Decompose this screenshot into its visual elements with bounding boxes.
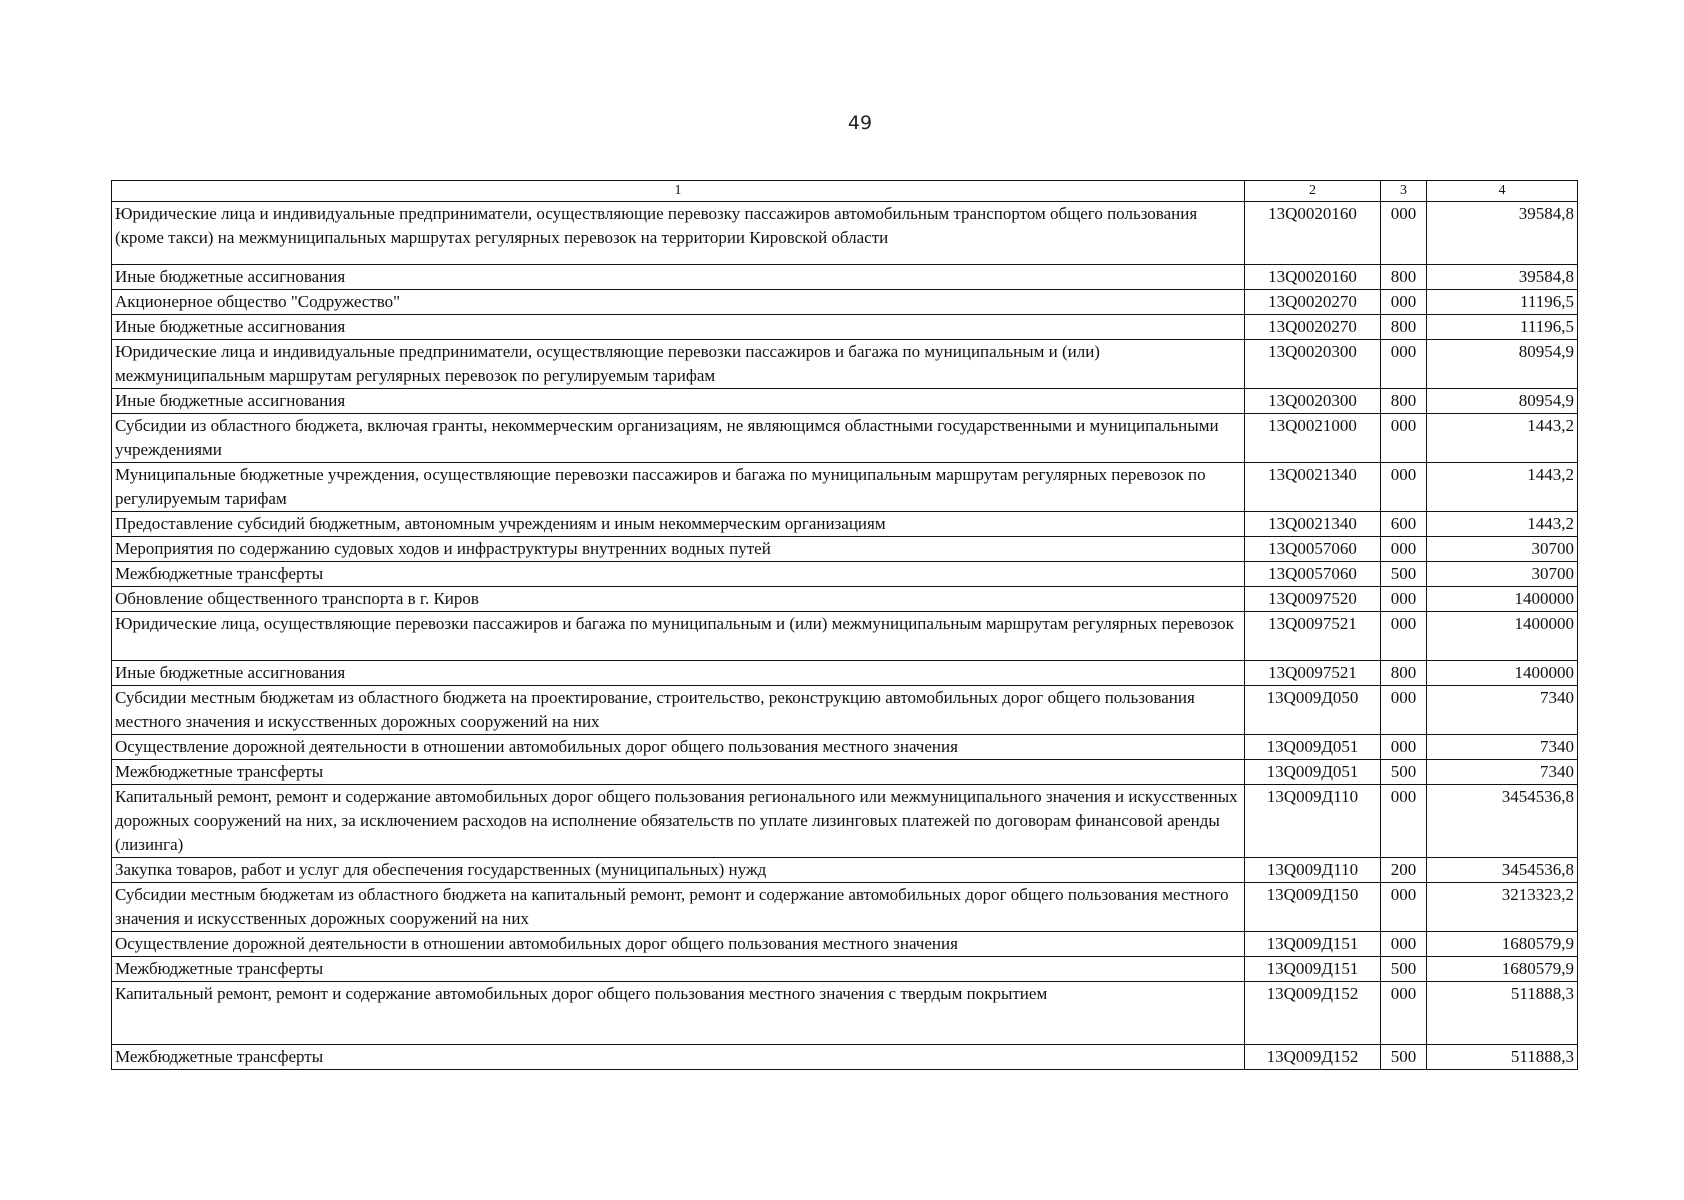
row-name-cell: Субсидии местным бюджетам из областного бюджета на капитальный ремонт, ремонт и содержание автомобильных дорог общего пользования местного значения и искусственных дорожных сооружений на них bbox=[112, 883, 1245, 932]
row-name-cell: Межбюджетные трансферты bbox=[112, 562, 1245, 587]
row-type-cell: 500 bbox=[1381, 562, 1427, 587]
row-amount-cell: 80954,9 bbox=[1427, 389, 1578, 414]
row-name-cell: Осуществление дорожной деятельности в отношении автомобильных дорог общего пользования местного значения bbox=[112, 932, 1245, 957]
row-type-cell: 000 bbox=[1381, 463, 1427, 512]
table-row bbox=[112, 883, 1578, 932]
row-name-cell: Иные бюджетные ассигнования bbox=[112, 265, 1245, 290]
row-code-cell: 13Q009Д151 bbox=[1245, 932, 1381, 957]
row-amount-cell: 7340 bbox=[1427, 735, 1578, 760]
row-amount-cell: 1680579,9 bbox=[1427, 957, 1578, 982]
row-amount-cell: 1443,2 bbox=[1427, 463, 1578, 512]
table-header-row bbox=[112, 181, 1578, 202]
row-amount-cell: 3454536,8 bbox=[1427, 785, 1578, 858]
table-row bbox=[112, 612, 1578, 661]
row-type-cell: 000 bbox=[1381, 414, 1427, 463]
row-name-cell: Акционерное общество "Содружество" bbox=[112, 290, 1245, 315]
table-row bbox=[112, 735, 1578, 760]
budget-table bbox=[111, 180, 1578, 1070]
row-name-cell: Мероприятия по содержанию судовых ходов и инфраструктуры внутренних водных путей bbox=[112, 537, 1245, 562]
column-header-3: 3 bbox=[1381, 181, 1427, 202]
row-type-cell: 500 bbox=[1381, 957, 1427, 982]
row-code-cell: 13Q009Д051 bbox=[1245, 735, 1381, 760]
row-type-cell: 500 bbox=[1381, 1045, 1427, 1070]
row-code-cell: 13Q009Д151 bbox=[1245, 957, 1381, 982]
row-name-cell: Закупка товаров, работ и услуг для обеспечения государственных (муниципальных) нужд bbox=[112, 858, 1245, 883]
row-code-cell: 13Q0020160 bbox=[1245, 265, 1381, 290]
row-name-cell: Юридические лица, осуществляющие перевозки пассажиров и багажа по муниципальным и (или) межмуниципальным маршрутам регулярных перевозок bbox=[112, 612, 1245, 661]
column-header-1: 1 bbox=[112, 181, 1245, 202]
row-type-cell: 800 bbox=[1381, 389, 1427, 414]
table-row bbox=[112, 463, 1578, 512]
row-code-cell: 13Q0020160 bbox=[1245, 202, 1381, 265]
row-type-cell: 000 bbox=[1381, 290, 1427, 315]
table-row bbox=[112, 315, 1578, 340]
column-header-2: 2 bbox=[1245, 181, 1381, 202]
row-code-cell: 13Q009Д110 bbox=[1245, 785, 1381, 858]
table-row bbox=[112, 982, 1578, 1045]
row-name-cell: Обновление общественного транспорта в г. Киров bbox=[112, 587, 1245, 612]
row-code-cell: 13Q009Д152 bbox=[1245, 1045, 1381, 1070]
row-amount-cell: 3213323,2 bbox=[1427, 883, 1578, 932]
row-code-cell: 13Q0021340 bbox=[1245, 463, 1381, 512]
row-type-cell: 000 bbox=[1381, 202, 1427, 265]
row-name-cell: Субсидии из областного бюджета, включая гранты, некоммерческим организациям, не являющимся областными государственными и муниципальными учреждениями bbox=[112, 414, 1245, 463]
table-row bbox=[112, 785, 1578, 858]
row-name-cell: Предоставление субсидий бюджетным, автономным учреждениям и иным некоммерческим организациям bbox=[112, 512, 1245, 537]
row-name-cell: Капитальный ремонт, ремонт и содержание автомобильных дорог общего пользования местного значения с твердым покрытием bbox=[112, 982, 1245, 1045]
row-type-cell: 000 bbox=[1381, 735, 1427, 760]
row-amount-cell: 7340 bbox=[1427, 760, 1578, 785]
row-name-cell: Субсидии местным бюджетам из областного бюджета на проектирование, строительство, реконструкцию автомобильных дорог общего пользования местного значения и искусственных дорожных сооружений на них bbox=[112, 686, 1245, 735]
budget-table-body bbox=[112, 181, 1578, 1070]
row-name-cell: Иные бюджетные ассигнования bbox=[112, 315, 1245, 340]
row-amount-cell: 511888,3 bbox=[1427, 1045, 1578, 1070]
row-amount-cell: 511888,3 bbox=[1427, 982, 1578, 1045]
table-row bbox=[112, 290, 1578, 315]
row-code-cell: 13Q009Д050 bbox=[1245, 686, 1381, 735]
table-row bbox=[112, 760, 1578, 785]
row-code-cell: 13Q0097520 bbox=[1245, 587, 1381, 612]
table-row bbox=[112, 512, 1578, 537]
row-name-cell: Капитальный ремонт, ремонт и содержание автомобильных дорог общего пользования регионального или межмуниципального значения и искусственных дорожных сооружений на них, за исключением расходов на исполнение обязательств по уплате лизинговых платежей по договорам финансовой аренды (лизинга) bbox=[112, 785, 1245, 858]
row-name-cell: Юридические лица и индивидуальные предприниматели, осуществляющие перевозку пассажиров автомобильным транспортом общего пользования (кроме такси) на межмуниципальных маршрутах регулярных перевозок на территории Кировской области bbox=[112, 202, 1245, 265]
row-name-cell: Межбюджетные трансферты bbox=[112, 957, 1245, 982]
row-type-cell: 000 bbox=[1381, 982, 1427, 1045]
row-amount-cell: 1400000 bbox=[1427, 612, 1578, 661]
table-row bbox=[112, 562, 1578, 587]
table-row bbox=[112, 389, 1578, 414]
table-row bbox=[112, 686, 1578, 735]
row-type-cell: 000 bbox=[1381, 587, 1427, 612]
row-amount-cell: 1680579,9 bbox=[1427, 932, 1578, 957]
row-code-cell: 13Q0021000 bbox=[1245, 414, 1381, 463]
row-code-cell: 13Q0097521 bbox=[1245, 612, 1381, 661]
table-row bbox=[112, 537, 1578, 562]
row-amount-cell: 3454536,8 bbox=[1427, 858, 1578, 883]
row-code-cell: 13Q0057060 bbox=[1245, 562, 1381, 587]
table-row bbox=[112, 661, 1578, 686]
row-amount-cell: 80954,9 bbox=[1427, 340, 1578, 389]
row-name-cell: Иные бюджетные ассигнования bbox=[112, 389, 1245, 414]
row-name-cell: Осуществление дорожной деятельности в отношении автомобильных дорог общего пользования местного значения bbox=[112, 735, 1245, 760]
row-type-cell: 600 bbox=[1381, 512, 1427, 537]
row-type-cell: 000 bbox=[1381, 340, 1427, 389]
row-code-cell: 13Q009Д152 bbox=[1245, 982, 1381, 1045]
row-type-cell: 000 bbox=[1381, 537, 1427, 562]
table-row bbox=[112, 858, 1578, 883]
table-row bbox=[112, 414, 1578, 463]
row-type-cell: 000 bbox=[1381, 932, 1427, 957]
row-amount-cell: 1443,2 bbox=[1427, 414, 1578, 463]
table-row bbox=[112, 202, 1578, 265]
row-amount-cell: 30700 bbox=[1427, 562, 1578, 587]
row-type-cell: 000 bbox=[1381, 686, 1427, 735]
column-header-4: 4 bbox=[1427, 181, 1578, 202]
row-code-cell: 13Q009Д150 bbox=[1245, 883, 1381, 932]
row-code-cell: 13Q0020300 bbox=[1245, 389, 1381, 414]
row-code-cell: 13Q0021340 bbox=[1245, 512, 1381, 537]
row-name-cell: Муниципальные бюджетные учреждения, осуществляющие перевозки пассажиров и багажа по муниципальным маршрутам регулярных перевозок по регулируемым тарифам bbox=[112, 463, 1245, 512]
row-amount-cell: 7340 bbox=[1427, 686, 1578, 735]
row-code-cell: 13Q009Д110 bbox=[1245, 858, 1381, 883]
row-name-cell: Межбюджетные трансферты bbox=[112, 1045, 1245, 1070]
table-row bbox=[112, 340, 1578, 389]
row-amount-cell: 39584,8 bbox=[1427, 265, 1578, 290]
page-number: 49 bbox=[847, 112, 873, 134]
row-amount-cell: 1400000 bbox=[1427, 661, 1578, 686]
row-amount-cell: 30700 bbox=[1427, 537, 1578, 562]
row-code-cell: 13Q0020300 bbox=[1245, 340, 1381, 389]
table-row bbox=[112, 932, 1578, 957]
row-type-cell: 800 bbox=[1381, 661, 1427, 686]
row-name-cell: Юридические лица и индивидуальные предприниматели, осуществляющие перевозки пассажиров и багажа по муниципальным и (или) межмуниципальным маршрутам регулярных перевозок по регулируемым тарифам bbox=[112, 340, 1245, 389]
row-amount-cell: 11196,5 bbox=[1427, 315, 1578, 340]
row-amount-cell: 1443,2 bbox=[1427, 512, 1578, 537]
table-row bbox=[112, 957, 1578, 982]
row-type-cell: 800 bbox=[1381, 265, 1427, 290]
row-type-cell: 500 bbox=[1381, 760, 1427, 785]
row-name-cell: Межбюджетные трансферты bbox=[112, 760, 1245, 785]
row-type-cell: 200 bbox=[1381, 858, 1427, 883]
row-type-cell: 000 bbox=[1381, 785, 1427, 858]
row-name-cell: Иные бюджетные ассигнования bbox=[112, 661, 1245, 686]
row-code-cell: 13Q0020270 bbox=[1245, 290, 1381, 315]
table-row bbox=[112, 265, 1578, 290]
row-type-cell: 000 bbox=[1381, 883, 1427, 932]
row-code-cell: 13Q0057060 bbox=[1245, 537, 1381, 562]
table-row bbox=[112, 587, 1578, 612]
row-code-cell: 13Q0020270 bbox=[1245, 315, 1381, 340]
row-type-cell: 800 bbox=[1381, 315, 1427, 340]
row-amount-cell: 39584,8 bbox=[1427, 202, 1578, 265]
table-row bbox=[112, 1045, 1578, 1070]
row-type-cell: 000 bbox=[1381, 612, 1427, 661]
row-code-cell: 13Q009Д051 bbox=[1245, 760, 1381, 785]
row-amount-cell: 11196,5 bbox=[1427, 290, 1578, 315]
row-code-cell: 13Q0097521 bbox=[1245, 661, 1381, 686]
row-amount-cell: 1400000 bbox=[1427, 587, 1578, 612]
